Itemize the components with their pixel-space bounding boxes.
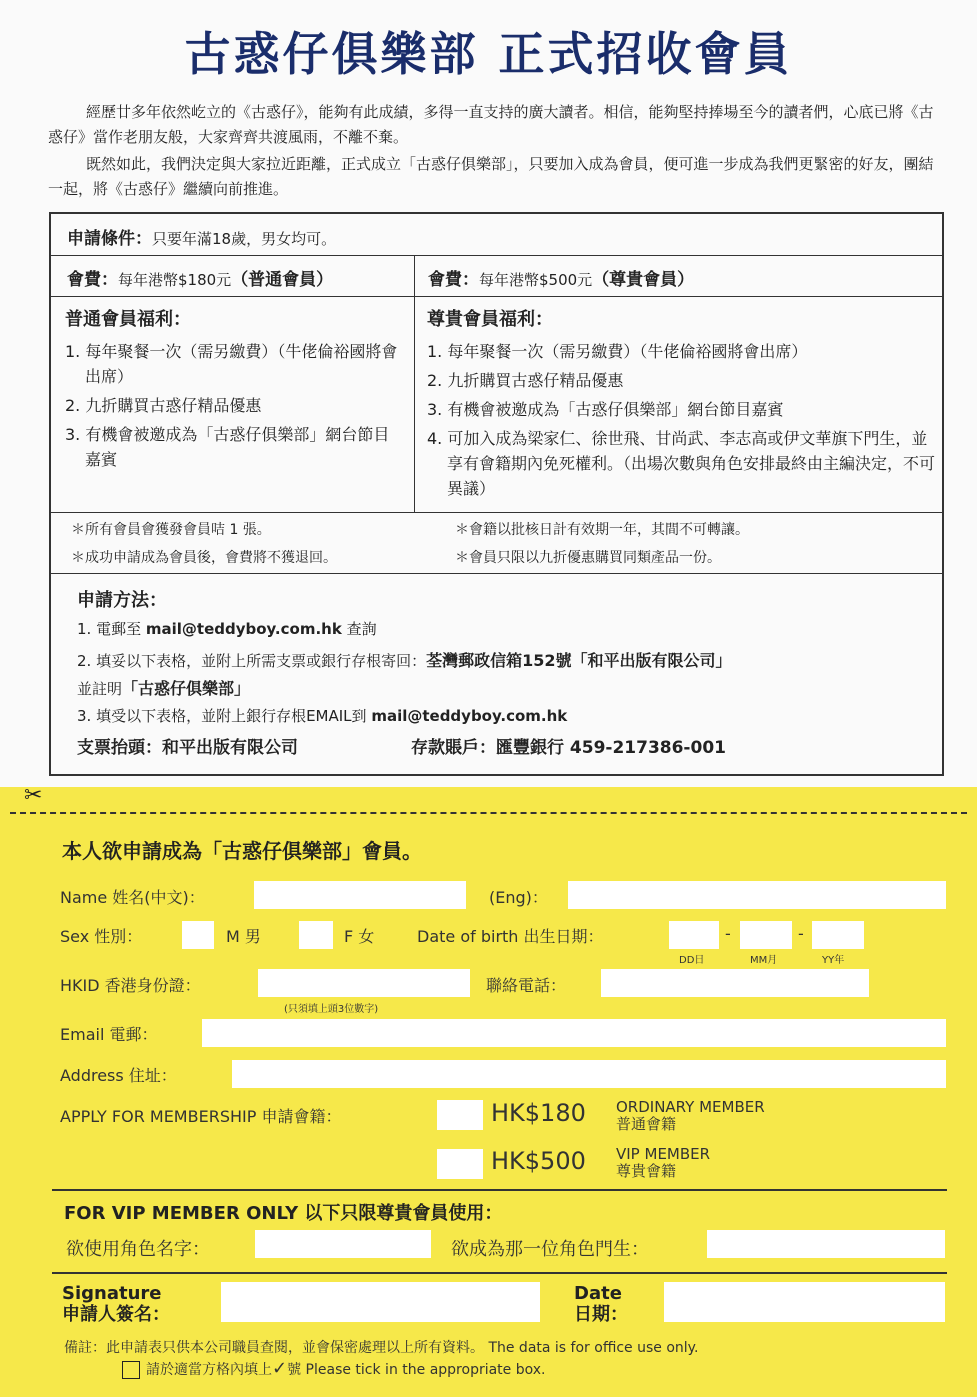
how-to-apply [51,574,942,774]
vip-membership-checkbox[interactable] [437,1149,483,1179]
date-zh: 日期： [574,1304,628,1325]
how-title: 申請方法： [77,590,167,611]
vip-benefit-item: 1. 每年聚餐一次（需另繳費）（牛佬倫裕國將會出席） [427,342,808,361]
signature-input[interactable] [221,1282,540,1322]
vip-en: VIP MEMBER [616,1145,711,1163]
ordinary-zh: 普通會籍 [616,1115,677,1133]
ordinary-option-label [616,1099,765,1133]
how-step-2-note: 並註明 [77,680,123,698]
ordinary-en: ORDINARY MEMBER [616,1098,765,1116]
ordinary-fee [67,265,333,290]
benefits-row [51,297,942,513]
divider [52,1272,947,1274]
name-label: Name 姓名(中文)： [60,888,205,907]
signature-en: Signature [62,1283,162,1304]
role-name-input[interactable] [255,1230,431,1258]
conditions-label: 申請條件： [67,229,152,249]
scissors-icon: ✂ [24,783,43,808]
how-step-1-tail: 查詢 [341,620,377,638]
club-note: 「古惑仔俱樂部」 [122,679,251,698]
mm-caption: MM月 [750,955,778,966]
dob-dash: - [798,924,804,943]
hkid-label: HKID 香港身份證： [60,976,201,995]
ordinary-fee-text: 每年港幣$180元 [118,271,232,289]
vip-price: HK$500 [491,1147,586,1175]
cut-line [10,812,967,814]
phone-label: 聯絡電話： [486,976,567,995]
vip-fee [428,265,694,290]
intro-paragraph-2: 既然如此，我們決定與大家拉近距離，正式成立「古惑仔俱樂部」，只要加入成為會員，便可進一步成為我們更緊密的好友，團結一起，將《古惑仔》繼續向前推進。 [48,155,934,198]
how-step-1-text: 1. 電郵至 [77,620,146,638]
vip-benefit-item: 4. 可加入成為梁家仁、徐世飛、甘尚武、李志高或伊文華旗下門生，並享有會籍期內免死權利。（出場次數與角色安排最終由主編決定，不可異議） [427,429,936,498]
vip-benefits [427,297,937,512]
application-form [0,783,977,1397]
signature-zh: 申請人簽名： [62,1304,170,1325]
how-step-3 [77,705,567,726]
title-club-name: 古惑仔俱樂部 [184,27,479,81]
form-heading: 本人欲申請成為「古惑仔俱樂部」會員。 [62,839,422,863]
mentor-input[interactable] [707,1230,945,1258]
notes-row [51,513,942,574]
vip-benefit-item: 2. 九折購買古惑仔精品優惠 [427,371,624,390]
dob-dash: - [725,924,731,943]
bank-account: 存款賬戶：匯豐銀行 459-217386-001 [411,738,726,758]
vip-fee-text: 每年港幣$500元 [479,271,593,289]
ordinary-benefits [65,297,405,512]
vip-fee-label: 會費： [428,270,479,290]
dob-month-input[interactable] [740,921,792,949]
sex-label: Sex 性別： [60,927,143,946]
name-english-input[interactable] [568,881,946,909]
email-label: Email 電郵： [60,1025,158,1044]
remark: 備註：此申請表只供本公司職員查閱，並會保密處理以上所有資料。 The data is for office use only. [64,1340,699,1356]
vip-benefit-item: 3. 有機會被邀成為「古惑仔俱樂部」網台節目嘉賓 [427,400,784,419]
name-chinese-input[interactable] [254,881,466,909]
note-discount-limit: ＊會員只限以九折優惠購買同類產品一份。 [455,550,721,566]
vip-option-label [616,1146,710,1180]
tick-box-sample [122,1361,140,1379]
how-step-3-text: 3. 填受以下表格，並附上銀行存根EMAIL到 [77,707,372,725]
ordinary-price: HK$180 [491,1099,586,1127]
ordinary-fee-type: （普通會員） [231,270,334,290]
checkmark-icon: ✓ [272,1358,288,1379]
address-input[interactable] [232,1060,946,1088]
sex-male-checkbox[interactable] [182,921,214,949]
submit-email[interactable]: mail@teddyboy.com.hk [371,707,568,725]
how-step-2 [77,648,732,671]
apply-label: APPLY FOR MEMBERSHIP 申請會籍： [60,1107,342,1126]
how-step-2-cont [77,676,250,699]
mailing-address: 荃灣郵政信箱152號「和平出版有限公司」 [426,651,732,670]
vip-fee-type: （尊貴會員） [592,270,695,290]
ordinary-benefit-item: 2. 九折購買古惑仔精品優惠 [65,396,262,415]
info-panel [49,212,944,776]
hkid-input[interactable] [258,969,470,997]
signature-label [62,1283,170,1325]
intro-paragraph-1: 經歷廿多年依然屹立的《古惑仔》，能夠有此成績，多得一直支持的廣大讀者。相信，能夠堅持捧場至今的讀者們，心底已將《古惑仔》當作老朋友般，大家齊齊共渡風雨，不離不棄。 [48,103,934,146]
vip-benefits-title: 尊貴會員福利： [427,309,553,330]
conditions-text: 只要年滿18歲，男女均可。 [152,230,337,248]
divider [52,1189,947,1191]
hkid-note: (只須填上頭3位數字) [284,1004,379,1015]
role-name-label: 欲使用角色名字： [66,1239,210,1260]
date-label [574,1283,628,1325]
dob-day-input[interactable] [669,921,719,949]
note-no-refund: ＊成功申請成為會員後，會費將不獲退回。 [71,550,337,566]
how-step-1 [77,618,377,639]
ordinary-fee-label: 會費： [67,270,118,290]
phone-input[interactable] [601,969,869,997]
date-input[interactable] [664,1282,945,1322]
dd-caption: DD日 [679,955,705,966]
page-title [0,18,977,84]
tick-instruction [122,1358,546,1379]
vip-only-heading: FOR VIP MEMBER ONLY 以下只限尊貴會員使用： [64,1203,503,1224]
address-label: Address 住址： [60,1066,177,1085]
title-recruit: 正式招收會員 [498,27,793,81]
female-label: F 女 [344,927,375,946]
male-label: M 男 [226,927,261,946]
contact-email[interactable]: mail@teddyboy.com.hk [145,620,342,638]
conditions-row [51,214,942,256]
tick-text-en: 號 Please tick in the appropriate box. [287,1362,546,1378]
ordinary-membership-checkbox[interactable] [437,1100,483,1130]
tick-text: 請於適當方格內填上 [146,1362,272,1378]
ordinary-benefit-item: 3. 有機會被邀成為「古惑仔俱樂部」網台節目嘉賓 [65,425,390,469]
mentor-label: 欲成為那一位角色門生： [451,1239,649,1260]
dob-label: Date of birth 出生日期： [417,927,604,946]
note-validity: ＊會籍以批核日計有效期一年，其間不可轉讓。 [455,522,749,538]
fees-row [51,256,942,297]
email-input[interactable] [202,1019,946,1047]
dob-year-input[interactable] [812,921,864,949]
eng-name-label: (Eng)： [489,888,548,907]
ordinary-benefit-item: 1. 每年聚餐一次（需另繳費）（牛佬倫裕國將會出席） [65,342,398,386]
date-en: Date [574,1283,622,1304]
sex-female-checkbox[interactable] [299,921,333,949]
ordinary-benefits-title: 普通會員福利： [65,309,191,330]
yy-caption: YY年 [822,955,845,966]
cheque-payee: 支票抬頭：和平出版有限公司 [77,738,298,758]
vip-zh: 尊貴會籍 [616,1162,677,1180]
how-step-2-text: 2. 填妥以下表格，並附上所需支票或銀行存根寄回： [77,652,427,670]
note-card: ＊所有會員會獲發會員咭 1 張。 [71,522,271,538]
